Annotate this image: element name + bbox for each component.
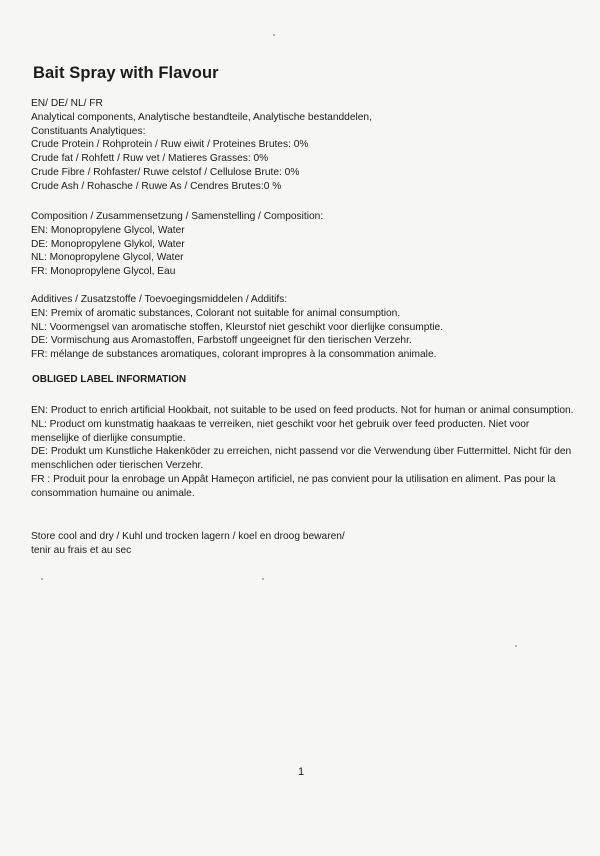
text-line: EN: Premix of aromatic substances, Colorant not suitable for animal consumption.	[31, 307, 401, 319]
text-line: NL: Monopropylene Glycol, Water	[31, 252, 184, 264]
text-line: Crude Protein / Rohprotein / Ruw eiwit / Proteines Brutes: 0%	[31, 139, 309, 151]
scan-speck	[262, 578, 264, 580]
scan-speck	[273, 34, 275, 36]
text-line: DE: Monopropylene Glykol, Water	[31, 238, 185, 250]
text-line: Additives / Zusatzstoffe / Toevoegingsmiddelen / Additifs:	[31, 294, 288, 305]
text-paragraph: DE: Produkt um Kunstliche Hakenköder zu erreichen, nicht passend vor die Verwendung über Futtermittel. Nicht für den menschlichen oder tierischen Verzehr.	[31, 446, 572, 472]
text-line: Composition / Zusammensetzung / Samenstelling / Composition:	[31, 211, 324, 222]
scan-speck	[515, 645, 517, 647]
text-paragraph: EN: Product to enrich artificial Hookbait, not suitable to be used on feed products. Not for human or animal consumption.	[31, 405, 574, 416]
text-line: Crude Ash / Rohasche / Ruwe As / Cendres Brutes:0 %	[31, 180, 282, 192]
text-line: Crude Fibre / Rohfaster/ Ruwe celstof / Cellulose Brute: 0%	[31, 166, 300, 178]
obliged-label-heading: OBLIGED LABEL INFORMATION	[32, 374, 187, 385]
obliged-label-block	[31, 404, 579, 501]
text-line: Store cool and dry / Kuhl und trocken lagern / koel en droog bewaren/	[31, 531, 345, 542]
composition-block	[31, 210, 323, 279]
storage-block	[31, 530, 345, 558]
text-line: Analytical components, Analytische bestandteile, Analytische bestanddelen,	[31, 111, 372, 123]
text-line: NL: Voormengsel van aromatische stoffen, Kleurstof niet geschikt voor dierlijke consumptie.	[31, 321, 444, 333]
text-paragraph: FR : Produit pour la enrobage un Appât Hameçon artificiel, ne pas convient pour la utilisation en aliment. Pas pour la consommation humaine ou animale.	[31, 473, 556, 499]
text-paragraph: NL: Product om kunstmatig haakaas te verreiken, niet geschikt voor het gebruik over feed producten. Niet voor menselijke of dierlijke consumptie.	[31, 418, 530, 444]
text-line: FR: Monopropylene Glycol, Eau	[31, 266, 176, 278]
text-line: tenir au frais et au sec	[31, 544, 132, 556]
page-number: 1	[298, 766, 305, 778]
text-line: DE: Vormischung aus Aromastoffen, Farbstoff ungeeignet für den tierischen Verzehr.	[31, 335, 412, 347]
text-line: EN: Monopropylene Glycol, Water	[31, 224, 185, 236]
text-line: FR: mélange de substances aromatiques, colorant impropres à la consommation animale.	[31, 349, 437, 361]
text-line: Crude fat / Rohfett / Ruw vet / Matieres Grasses: 0%	[31, 153, 269, 165]
text-line: Constituants Analytiques:	[31, 125, 146, 137]
analytical-components-block	[31, 97, 372, 194]
scan-speck	[41, 578, 43, 580]
additives-block	[31, 293, 443, 362]
text-line: EN/ DE/ NL/ FR	[31, 98, 103, 109]
document-title: Bait Spray with Flavour	[33, 64, 219, 82]
